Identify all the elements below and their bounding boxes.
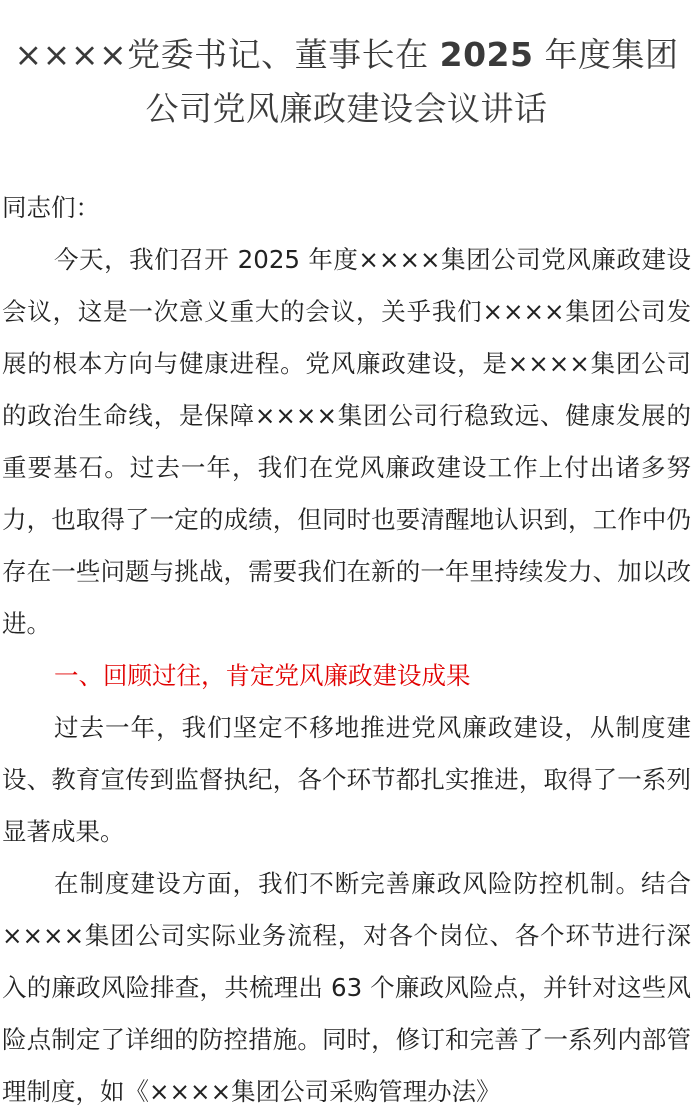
title-year: 2025	[439, 35, 534, 74]
title-part-2: 年度集团公司党风廉政建设会议讲话	[145, 35, 679, 128]
document-body	[0, 182, 693, 1118]
intro-paragraph: 今天，我们召开 2025 年度××××集团公司党风廉政建设会议，这是一次意义重大的会议，关乎我们××××集团公司发展的根本方向与健康进程。党风廉政建设，是××××集团公司的政治生命线，是保障××××集团公司行稳致远、健康发展的重要基石。过去一年，我们在党风廉政建设工作上付出诸多努力，也取得了一定的成绩，但同时也要清醒地认识到，工作中仍存在一些问题与挑战，需要我们在新的一年里持续发力、加以改进。	[2, 245, 691, 638]
section-heading: 一、回顾过往，肯定党风廉政建设成果	[54, 661, 471, 690]
section-paragraph-1: 过去一年，我们坚定不移地推进党风廉政建设，从制度建设、教育宣传到监督执纪，各个环节都扎实推进，取得了一系列显著成果。	[2, 713, 691, 846]
title-part-1: ××××党委书记、董事长在	[14, 35, 429, 74]
section-paragraph-2: 在制度建设方面，我们不断完善廉政风险防控机制。结合××××集团公司实际业务流程，对各个岗位、各个环节进行深入的廉政风险排查，共梳理出 63 个廉政风险点，并针对这些风险点制定了详细的防控措施。同时，修订和完善了一系列内部管理制度，如《××××集团公司采购管理办法》	[2, 869, 691, 1106]
document-title	[0, 28, 693, 136]
greeting: 同志们：	[2, 193, 100, 222]
